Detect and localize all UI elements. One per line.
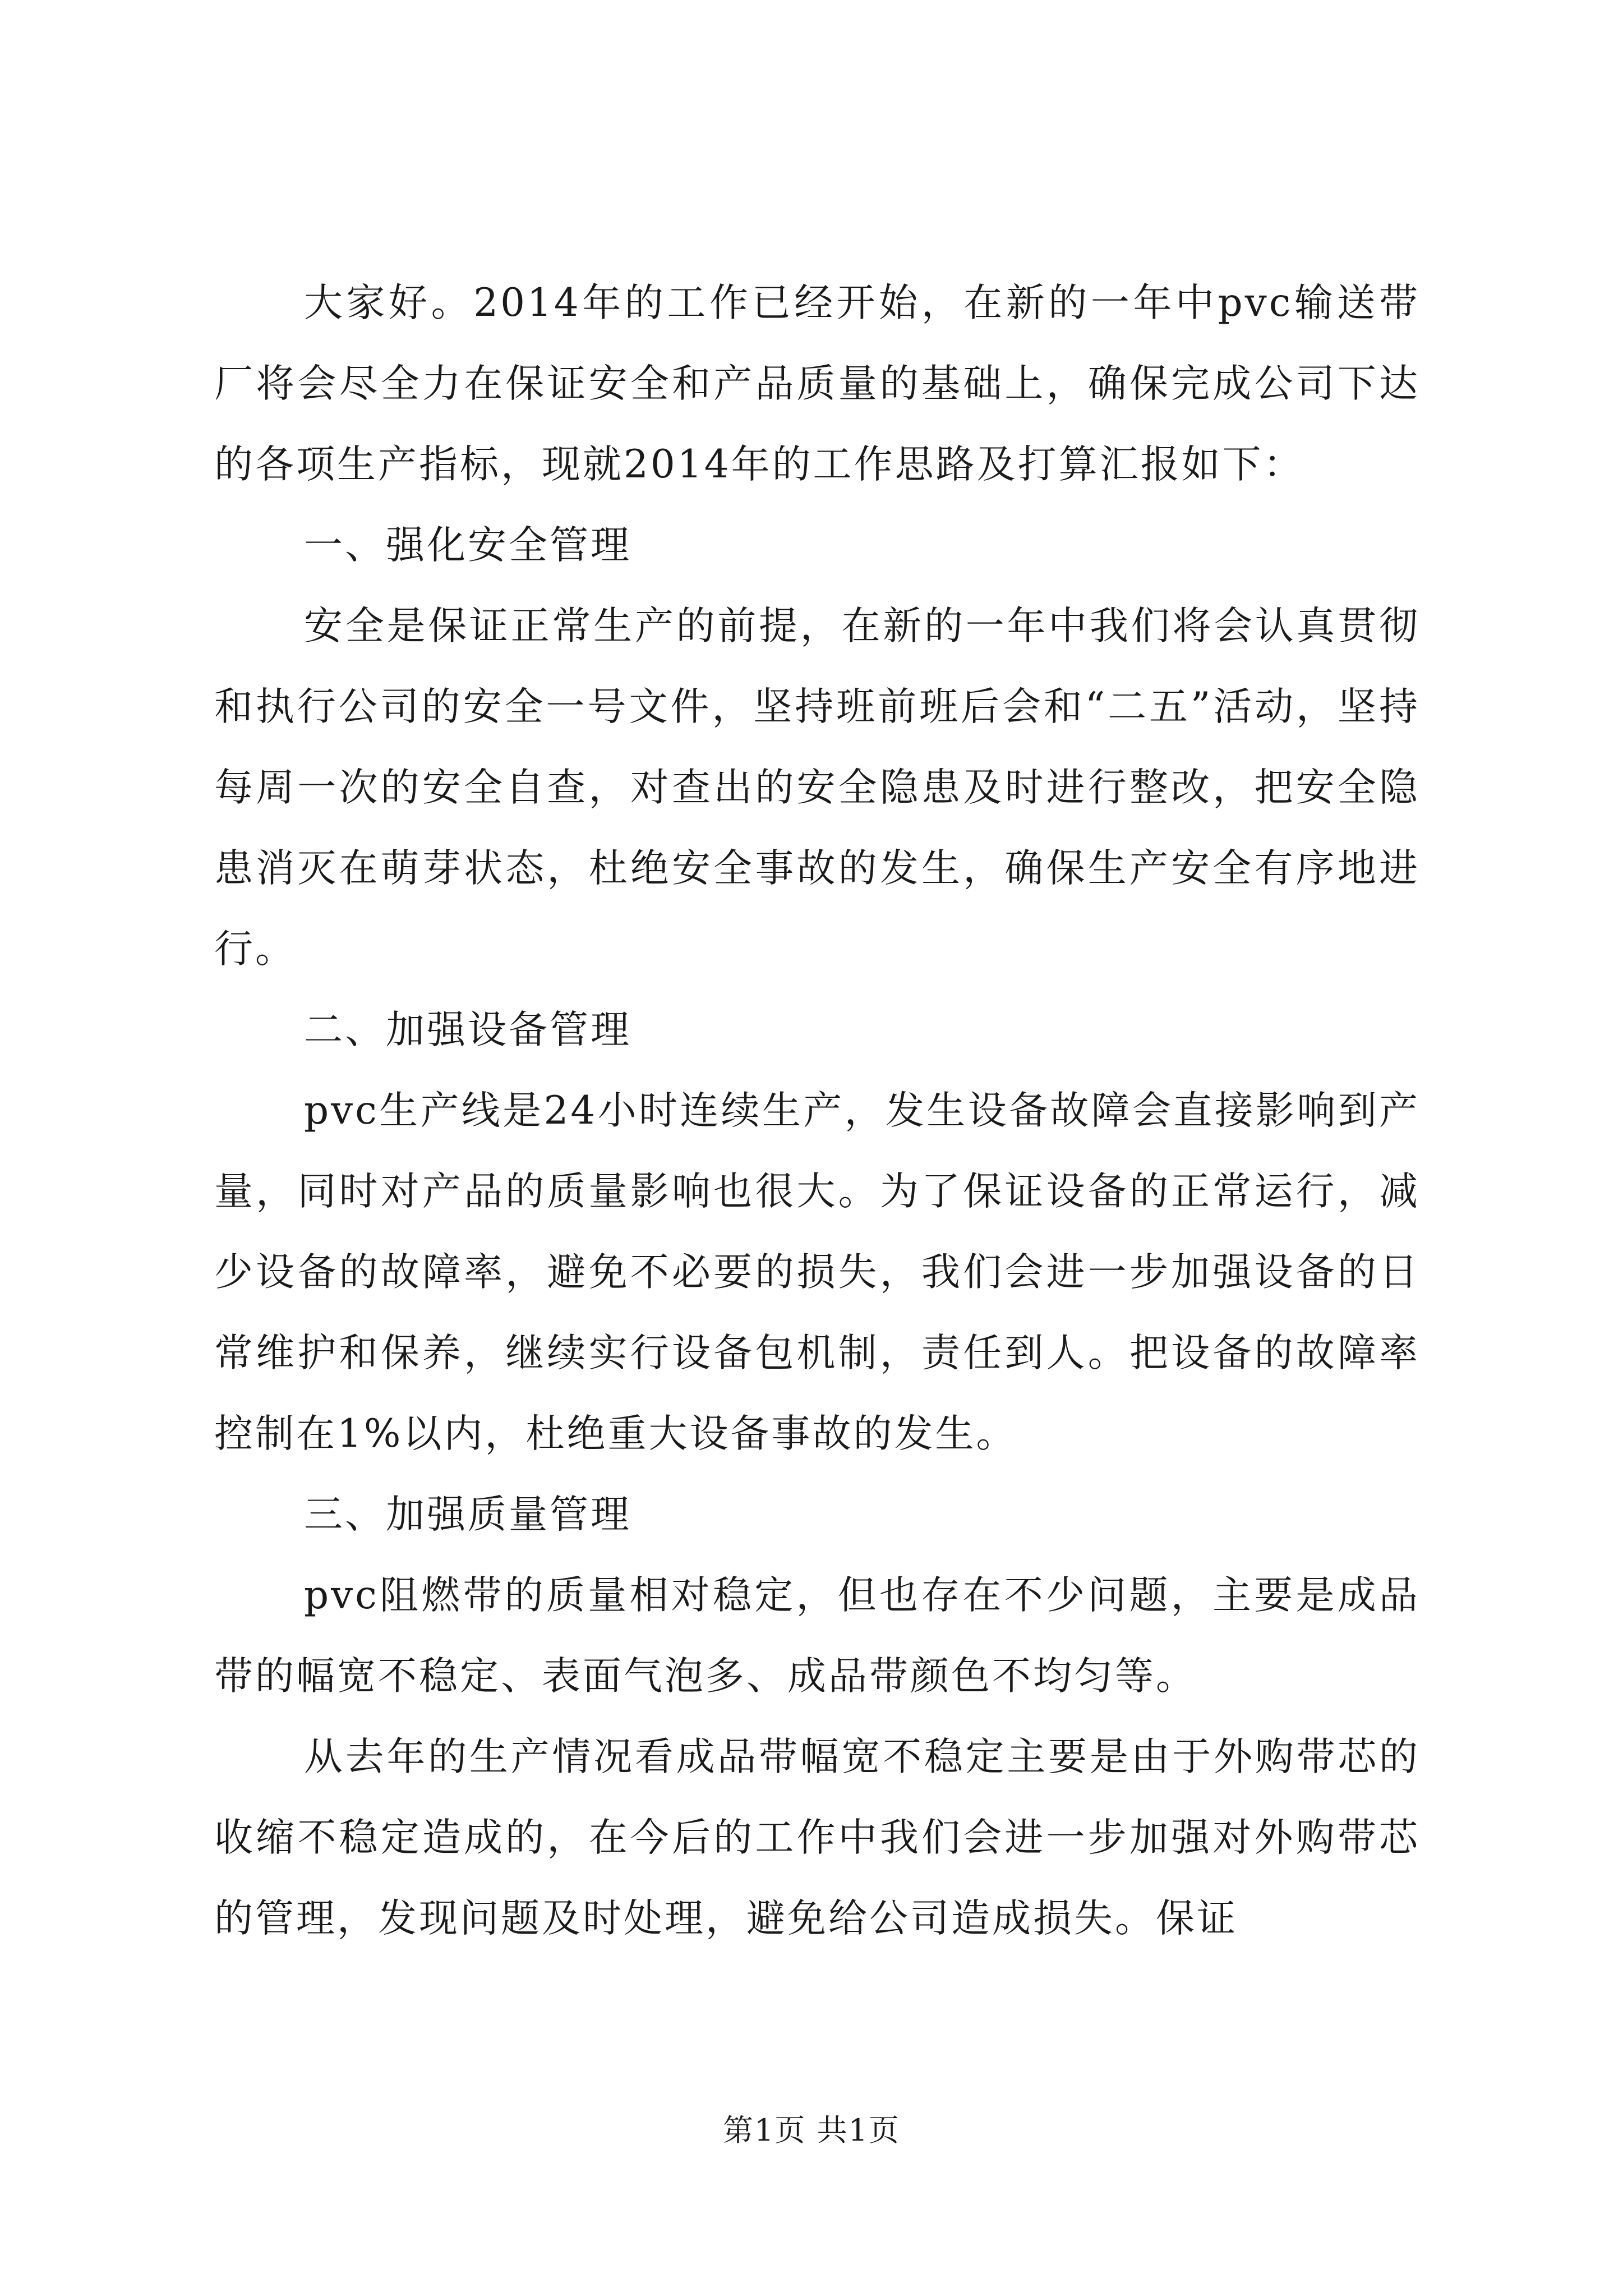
document-body (214, 263, 1420, 1959)
section-heading-quality: 三、加强质量管理 (304, 1492, 631, 1537)
quality-detail-paragraph: 从去年的生产情况看成品带幅宽不稳定主要是由于外购带芯的收缩不稳定造成的，在今后的工作中我们会进一步加强对外购带芯的管理，发现问题及时处理，避免给公司造成损失。保证 (214, 1734, 1420, 1941)
intro-paragraph: 大家好。2014年的工作已经开始，在新的一年中pvc输送带厂将会尽全力在保证安全和产品质量的基础上，确保完成公司下达的各项生产指标，现就2014年的工作思路及打算汇报如下： (214, 280, 1420, 487)
section-heading-safety: 一、强化安全管理 (304, 523, 631, 568)
safety-paragraph: 安全是保证正常生产的前提，在新的一年中我们将会认真贯彻和执行公司的安全一号文件，坚持班前班后会和“二五”活动，坚持每周一次的安全自查，对查出的安全隐患及时进行整改，把安全隐患消灭在萌芽状态，杜绝安全事故的发生，确保生产安全有序地进行。 (214, 604, 1420, 972)
quality-paragraph: pvc阻燃带的质量相对稳定，但也存在不少问题，主要是成品带的幅宽不稳定、表面气泡多、成品带颜色不均匀等。 (214, 1573, 1420, 1699)
page-number-footer: 第1页 共1页 (723, 2113, 900, 2148)
section-heading-equipment: 二、加强设备管理 (304, 1007, 631, 1052)
equipment-paragraph: pvc生产线是24小时连续生产，发生设备故障会直接影响到产量，同时对产品的质量影响也很大。为了保证设备的正常运行，减少设备的故障率，避免不必要的损失，我们会进一步加强设备的日常维护和保养，继续实行设备包机制，责任到人。把设备的故障率控制在1%以内，杜绝重大设备事故的发生。 (214, 1088, 1420, 1456)
